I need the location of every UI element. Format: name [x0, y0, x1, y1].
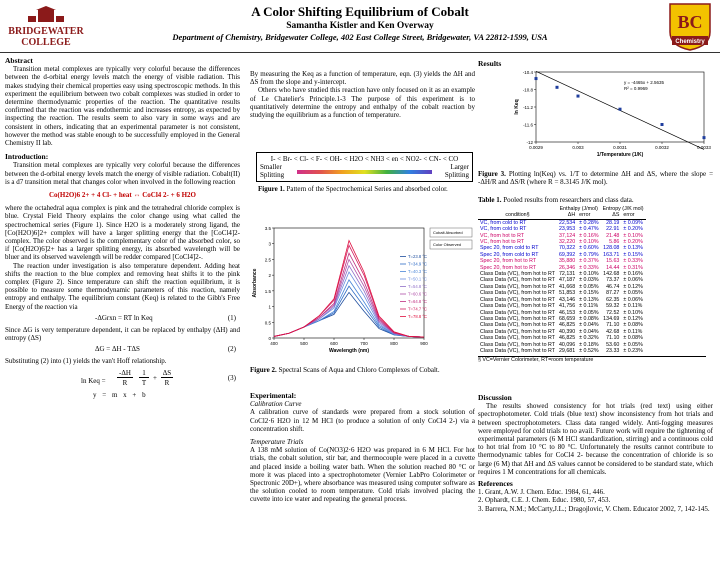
table-cell: ± 0.10%: [623, 232, 643, 239]
r-squared: R² = 0.9969: [624, 86, 648, 91]
table-cell: 70,322: [558, 245, 576, 252]
equation-1-number: (1): [227, 313, 236, 322]
x-tick-label: 0.0031: [613, 145, 627, 150]
table-cell: Class Data (VC), from hot to RT: [480, 315, 555, 322]
spectrochemical-series: I- < Br- < Cl- < F- < OH- < H2O < NH3 < en < NO2- < CN- < CO: [270, 155, 459, 163]
table-row: [478, 348, 646, 354]
x-tick-label: 0.0029: [529, 145, 543, 150]
table-cell: 46.74: [606, 283, 620, 290]
table-cell: ± 0.52%: [579, 347, 599, 354]
y-tick-label: -10.4: [522, 69, 533, 75]
x-tick-label: 900: [420, 341, 428, 346]
table-cell: VC, from cold to RT: [480, 219, 527, 226]
y-tick-label: -12: [526, 139, 533, 145]
table-cell: ± 0.06%: [623, 296, 643, 303]
legend-label: T=74.7 °C: [408, 306, 428, 312]
y-tick-label: -11.2: [523, 104, 533, 110]
table-cell: ± 0.60%: [579, 245, 599, 252]
table-cell: VC, from hot to RT: [480, 232, 525, 239]
table-cell: 47,187: [558, 277, 576, 284]
x-tick-label: 0.0033: [697, 145, 711, 150]
table-cell: ± 0.08%: [623, 322, 643, 329]
intro-heading: Introduction:: [5, 152, 49, 162]
table-cell: ± 0.18%: [579, 341, 599, 348]
equation-3-numerator-2: 1: [139, 369, 149, 378]
table-cell: VC, from cold to RT: [480, 226, 527, 233]
y-tick-label: 0: [268, 336, 271, 341]
x-tick-label: 600: [330, 341, 338, 346]
figure-2-text: Spectral Scans of Aqua and Chloro Complexes of Cobalt.: [278, 366, 440, 374]
x-tick-label: 800: [390, 341, 398, 346]
th-condition: condition§: [505, 212, 530, 219]
intro-paragraph-4: Since ΔG is very temperature dependent, it can be replaced by enthalpy (ΔH) and entropy (ΔS): [5, 325, 240, 343]
table-cell: 62.35: [606, 296, 620, 303]
th-delta-h: ΔH: [567, 212, 576, 219]
equation-3-numerator-1: -ΔH: [117, 369, 133, 378]
discussion-heading: Discussion: [478, 393, 512, 402]
calibration-heading: Calibration Curve: [250, 400, 302, 409]
table-cell: 28.19: [606, 219, 620, 226]
table-row: [478, 219, 646, 226]
legend-label: T=34.9 °C: [408, 261, 428, 267]
svg-text:COLLEGE: COLLEGE: [21, 37, 71, 48]
table-cell: 163.71: [603, 251, 620, 258]
table-cell: 128.08: [603, 245, 620, 252]
figure-1-label: Figure 1.: [258, 185, 285, 193]
intro-paragraph-1: Transition metal complexes are typically very colorful because the differences between the d-orbital energy levels match the energy of visible radiation. Cobalt(II) is a d7 transition metal that changes color when involved in the following reaction: [5, 161, 240, 186]
table-cell: ± 0.28%: [579, 219, 599, 226]
table-cell: ± 0.05%: [623, 341, 643, 348]
affiliation: Department of Chemistry, Bridgewater College, 402 East College Street, Bridgewater, VA 22812-1599, USA: [172, 32, 548, 42]
middle-paragraph-2: Others who have studied this reaction have only focused on it as an example of Le Chatelier's Principle.1-3 The purpose of this experiment is to quantitatively determine the entropy and enthalpy of the cobalt reaction by studying the equilibrium as a function of temperature.: [250, 86, 475, 120]
table-cell: 41,756: [558, 303, 576, 310]
chemistry-logo: [666, 2, 714, 52]
experimental-heading: Experimental:: [250, 391, 297, 400]
equation-3-denominator-1: R: [122, 378, 128, 387]
equation-2-text: ΔG = ΔH - TΔS: [95, 345, 140, 354]
header-divider: [0, 52, 720, 53]
table-cell: Class Data (VC), from hot to RT: [480, 290, 555, 297]
y-tick-label: 1.5: [264, 288, 271, 294]
table-cell: ± 0.05%: [579, 309, 599, 316]
table-cell: 22,534: [558, 219, 576, 226]
th-error-2: error: [623, 212, 635, 219]
table-cell: VC, from hot to RT: [480, 239, 525, 246]
splitting-left-label: Splitting: [260, 171, 285, 179]
svg-text:BC: BC: [677, 12, 703, 32]
spectrochemical-series-box: [256, 152, 473, 182]
legend-label: T=50.1 °C: [408, 276, 428, 282]
equation-2-number: (2): [227, 345, 236, 354]
table-cell: 43,146: [558, 296, 576, 303]
table-cell: ± 0.20%: [623, 226, 643, 233]
table-cell: ± 0.08%: [579, 315, 599, 322]
table-cell: ± 0.04%: [579, 322, 599, 329]
table-cell: Class Data (VC), from hot to RT: [480, 309, 555, 316]
table-cell: ± 0.23%: [623, 347, 643, 354]
data-point: [661, 123, 664, 126]
table-cell: Class Data (VC), from hot to RT: [480, 341, 555, 348]
table-cell: ± 0.11%: [623, 328, 643, 335]
table-cell: 35,880: [558, 258, 576, 265]
equation-3-numerator-3: ΔS: [162, 368, 172, 377]
spectral-scan-svg: [250, 222, 475, 362]
van-t-hoff-chart: [512, 68, 711, 168]
figure-2-label: Figure 2.: [250, 366, 277, 374]
equation-3-number: (3): [227, 373, 236, 382]
table-cell: Class Data (VC), from hot to RT: [480, 322, 555, 329]
splitting-right-label: Splitting: [444, 171, 469, 179]
svg-text:BRIDGEWATER: BRIDGEWATER: [8, 26, 84, 37]
data-point: [577, 95, 580, 98]
intro-paragraph-5: Substituting (2) into (1) yields the van't Hoff relationship.: [5, 357, 167, 366]
table-cell: 37,124: [558, 232, 576, 239]
table-cell: Class Data (VC), from hot to RT: [480, 328, 555, 335]
discussion-text: The results showed consistency for hot trials (red text) using either spectrophotometer. Cold trials (blue text) show inconsistency from hot trials and between spectrophotometers. Class data ranged widely. Anti-fogging measures were employed for cold trials to no avail. Future work will require the tightening of experimental parameters (6 M HCl standardization, stirring) and a continuous cold to hot trial from 10 °C to 80 °C. Unfortunately the results cannot contribute to thermodynamic tables for CoCl4 2- because the concentration of chloride is so large (6 M) that ΔH and ΔS values cannot be considered to be standard state, which requires 1 M concentrations for all chemicals.: [478, 402, 713, 476]
van-t-hoff-svg: [512, 68, 711, 168]
table-cell: ± 0.31%: [623, 264, 643, 271]
y-tick-label: 2.5: [264, 257, 271, 263]
reaction-equation: Co(H2O)6 2+ + 4 Cl- + heat ⇔ CoCl4 2- + 6 H2O: [49, 191, 196, 200]
bridgewater-college-logo: [6, 6, 86, 52]
reference-item: 2. Ophardt, C.E. J. Chem. Educ. 1980, 57, 453.: [478, 496, 611, 505]
table-cell: Class Data (VC), from hot to RT: [480, 347, 555, 354]
table-cell: ± 0.05%: [623, 290, 643, 297]
y-axis-label: ln Keq: [514, 99, 520, 115]
table-1-label: Table 1.: [478, 196, 502, 204]
table-cell: 46,153: [558, 309, 576, 316]
data-point: [703, 136, 706, 139]
table-cell: ± 0.13%: [623, 245, 643, 252]
table-cell: ± 0.08%: [623, 335, 643, 342]
equation-3-denominator-2: T: [141, 378, 147, 387]
plot-area: [536, 72, 704, 142]
table-cell: 15.63: [606, 258, 620, 265]
legend-box-label: Cobalt Absorbed: [433, 230, 463, 235]
table-cell: 14.44: [606, 264, 620, 271]
table-cell: 40,096: [558, 341, 576, 348]
results-table: [478, 206, 646, 354]
y-axis-label: Absorbance: [252, 268, 258, 298]
column-middle: [250, 70, 475, 119]
y-tick-label: 1: [268, 304, 271, 310]
figure-1-text: Pattern of the Spectrochemical Series and absorbed color.: [286, 185, 448, 193]
table-cell: 32,220: [558, 239, 576, 246]
legend-label: T=54.8 °C: [408, 284, 428, 289]
poster-title: A Color Shifting Equilibrium of Cobalt: [251, 4, 469, 19]
table-cell: 46,825: [558, 335, 576, 342]
table-cell: Spec 20, from cold to RT: [480, 245, 539, 252]
table-cell: 72.52: [606, 309, 620, 316]
table-cell: 29,681: [558, 347, 576, 354]
y-tick-label: 2: [268, 273, 271, 279]
temperature-trials-heading: Temperature Trials: [250, 438, 304, 447]
column-left: [5, 57, 240, 403]
table-cell: Class Data (VC), from hot to RT: [480, 303, 555, 310]
temperature-trials-text: A 138 mM solution of Co(NO3)2·6 H2O was prepared in 6 M HCl. For hot trials, the cobalt solution, stir bar, and thermocouple were placed in a cuvette and placed inside a boiling water bath. When the solution reached 80 °C or more it was placed into a spectrophotometer (Vernier LabPro Colorimeter or Spectronic 20D+), where absorbance was measured using computer software as the solution cooled to room temperature. Cold trials involved placing the cuvette into ice water and repeating the general process.: [250, 446, 475, 504]
x-tick-label: 700: [360, 341, 368, 346]
references-list: [478, 488, 713, 513]
figure-3-text: Plotting ln(Keq) vs. 1/T to determine ΔH and ΔS, where the slope = -ΔH/R and ΔS/R (where R = 8.3145 J/K mol).: [478, 170, 714, 187]
table-cell: ± 0.09%: [623, 219, 643, 226]
table-cell: ± 0.33%: [579, 264, 599, 271]
equation-1-text: -ΔGrxn = RT ln Keq: [95, 313, 153, 322]
reference-item: 3. Barrera, N.M.; McCarty,J.L.; Dragojlovic, V. Chem. Educator 2002, 7, 142-145.: [478, 504, 710, 513]
figure-1-caption: [258, 185, 473, 193]
abstract-heading: Abstract: [5, 56, 33, 65]
table-cell: 51,853: [558, 290, 576, 297]
table-cell: ± 0.79%: [579, 251, 599, 258]
table-cell: 134.69: [603, 315, 620, 322]
figure-2-caption: [250, 366, 475, 374]
results-table-wrap: [478, 206, 713, 363]
table-cell: Spec 20, from hot to RT: [480, 264, 537, 271]
legend-box-label: Color Observed: [433, 242, 462, 247]
table-cell: 71.10: [606, 322, 620, 329]
table-cell: ± 0.06%: [623, 277, 643, 284]
x-tick-label: 0.0032: [655, 145, 669, 150]
spectral-scan-chart: [250, 222, 475, 362]
th-enthalpy: Enthalpy (J/mol): [559, 206, 598, 212]
table-cell: Class Data (VC), from hot to RT: [480, 283, 555, 290]
legend-label: T=40.3 °C: [408, 269, 428, 274]
color-gradient-bar: [297, 170, 432, 174]
table-cell: 26,346: [558, 264, 576, 271]
table-cell: ± 0.13%: [579, 296, 599, 303]
calibration-text: A calibration curve of standards were prepared from a stock solution of CoCl2·6 H2O in 12 M HCl (to produce a solution of only CoCl4 2-) via a concentration shift.: [250, 408, 475, 433]
table-footnote: § VC=Vernier Colorimeter, RT=room temperature: [478, 356, 706, 363]
intro-paragraph-2: where the octahedral aqua complex is pink and the tetrahedral chloride complex is blue. Crystal Field Theory explains the color change using what called the spectrochemical series (Figure 1). Since H2O is a moderately strong ligand, the [Co(H2O)6]2+ complex will have a larger splitting energy that the [CoCl4]2- complex. The color observed is the complementary color of the absorbed color, so if [Co(H2O)6]2+ has a larger splitting energy, its absorbed wavelength will be bluer and its observed wavelength will be redder compared [CoCl4]2-.: [5, 204, 240, 262]
table-cell: 87.27: [606, 290, 620, 297]
table-cell: ± 0.32%: [579, 335, 599, 342]
table-cell: Spec 20, from cold to RT: [480, 251, 539, 258]
table-cell: 42.68: [606, 328, 620, 335]
table-cell: ± 0.12%: [623, 315, 643, 322]
th-entropy: Entropy (J/K mol): [602, 206, 644, 212]
svg-text:Chemistry: Chemistry: [675, 39, 705, 45]
equation-3: ln Keq = -ΔH R 1 T + ΔS R (3) y = m x + b: [81, 368, 236, 399]
table-cell: 142.68: [603, 271, 620, 278]
legend-label: T=64.8 °C: [408, 299, 428, 304]
table-cell: 40,390: [558, 328, 576, 335]
table-cell: ± 0.11%: [623, 303, 643, 310]
table-cell: ± 0.10%: [623, 309, 643, 316]
table-cell: 69,392: [558, 251, 576, 258]
table-cell: ± 0.05%: [579, 283, 599, 290]
table-cell: ± 0.10%: [579, 271, 599, 278]
table-cell: 53.60: [606, 341, 620, 348]
table-cell: 21.48: [606, 232, 620, 239]
table-cell: ± 0.15%: [623, 251, 643, 258]
table-1-caption: [478, 196, 713, 204]
x-axis-label: Wavelength (nm): [328, 348, 370, 354]
results-heading-wrap: [478, 60, 713, 68]
table-cell: 5.86: [609, 239, 620, 246]
data-point: [535, 77, 538, 80]
table-cell: 71.10: [606, 335, 620, 342]
figure-3-caption: [478, 170, 713, 186]
table-cell: ± 0.11%: [579, 303, 599, 310]
x-tick-label: 400: [270, 341, 278, 346]
larger-label: Larger: [450, 163, 469, 171]
table-cell: 23,953: [558, 226, 576, 233]
equation-2: [5, 345, 240, 357]
smaller-label: Smaller: [260, 163, 282, 171]
middle-paragraph-1: By measuring the Keq as a function of temperature, eqn. (3) yields the ΔH and ΔS from the slope and y-intercept.: [250, 70, 475, 87]
y-tick-label: -10.8: [522, 87, 533, 93]
equation-3-linear-form: y = m x + b: [93, 390, 146, 399]
legend-label: T=23.8 °C: [408, 254, 428, 259]
table-cell: 22.91: [606, 226, 620, 233]
equation-3-lhs: ln Keq =: [81, 376, 106, 385]
intro-paragraph-3: The reaction under investigation is also temperature dependent. Adding heat shifts the reaction to the blue complex and removing heat shifts it to the pink complex (Figure 2). Since temperature can shift the reaction equilibrium, it is possible to measure some thermodynamic parameters of this reaction, namely entropy and enthalpy. The equilibrium constant (Keq) is related to the Gibb's Free Energy of the reaction via: [5, 261, 240, 311]
figure-3-label: Figure 3.: [478, 170, 506, 178]
table-cell: 46,825: [558, 322, 576, 329]
table-cell: ± 0.04%: [579, 328, 599, 335]
data-point: [619, 108, 622, 111]
table-1-text: Pooled results from researchers and class data.: [503, 196, 634, 204]
table-cell: ± 0.15%: [579, 290, 599, 297]
abstract-text: Transition metal complexes are typically very colorful because the differences between the d-orbital energy levels match the energy of visible radiation. This makes studying their chemical properties easy using spectroscopic methods. In this experiment the equilibrium between two cobalt complexes was studied in order to determine thermodynamic properties of the reaction. The quantitative results confirmed that the reaction was endothermic and increases entropy, as expected by inspecting the reaction. The results seem to also vary in some ways and are consistent in others, indicating that an experimental parameter is not consistent, however the method was stable enough to be successfully employed in the General Chemistry II lab.: [5, 65, 240, 148]
experimental-section: [250, 392, 475, 504]
legend-label: T=60.6 °C: [408, 291, 428, 297]
table-cell: 68,659: [558, 315, 576, 322]
x-axis-label: 1/Temperature (1/K): [596, 152, 644, 158]
table-cell: Spec 20, from hot to RT: [480, 258, 537, 265]
legend-label: T=78.8 °C: [408, 314, 428, 319]
y-tick-label: 3.5: [264, 226, 271, 231]
table-cell: ± 0.03%: [579, 277, 599, 284]
authors: Samantha Kistler and Ken Overway: [286, 21, 434, 31]
table-cell: ± 0.16%: [579, 232, 599, 239]
table-cell: Class Data (VC), from hot to RT: [480, 296, 555, 303]
references-heading: References: [478, 479, 513, 489]
discussion-section: [478, 394, 713, 513]
table-cell: ± 0.12%: [623, 283, 643, 290]
table-cell: ± 0.33%: [623, 258, 643, 265]
table-cell: 73.37: [606, 277, 620, 284]
data-point: [556, 86, 559, 89]
equation-1: [5, 314, 240, 326]
table-cell: ± 0.16%: [623, 271, 643, 278]
table-cell: Class Data (VC), from hot to RT: [480, 335, 555, 342]
table-cell: Class Data (VC), from hot to RT: [480, 277, 555, 284]
trendline-equation: y = -4465x + 2.5635: [624, 80, 665, 85]
table-cell: ± 0.10%: [579, 239, 599, 246]
results-heading: Results: [478, 59, 502, 68]
y-tick-label: 0.5: [264, 320, 271, 326]
table-cell: ± 0.47%: [579, 226, 599, 233]
table-cell: ± 0.20%: [623, 239, 643, 246]
y-tick-label: -11.6: [523, 122, 533, 128]
table-cell: ± 0.37%: [579, 258, 599, 265]
th-delta-s: ΔS: [612, 212, 620, 219]
th-error-1: error: [579, 212, 591, 219]
x-tick-label: 0.003: [572, 145, 584, 150]
table-cell: 72,131: [558, 271, 576, 278]
table-cell: 59.32: [606, 303, 620, 310]
y-tick-label: 3: [268, 241, 271, 247]
reference-item: 1. Grant, A.W. J. Chem. Educ. 1984, 61, 446.: [478, 488, 605, 497]
x-tick-label: 500: [300, 341, 308, 346]
equation-3-denominator-3: R: [164, 378, 170, 387]
table-cell: 23.33: [606, 347, 620, 354]
table-cell: Class Data (VC), from hot to RT: [480, 271, 555, 278]
table-cell: 41,668: [558, 283, 576, 290]
